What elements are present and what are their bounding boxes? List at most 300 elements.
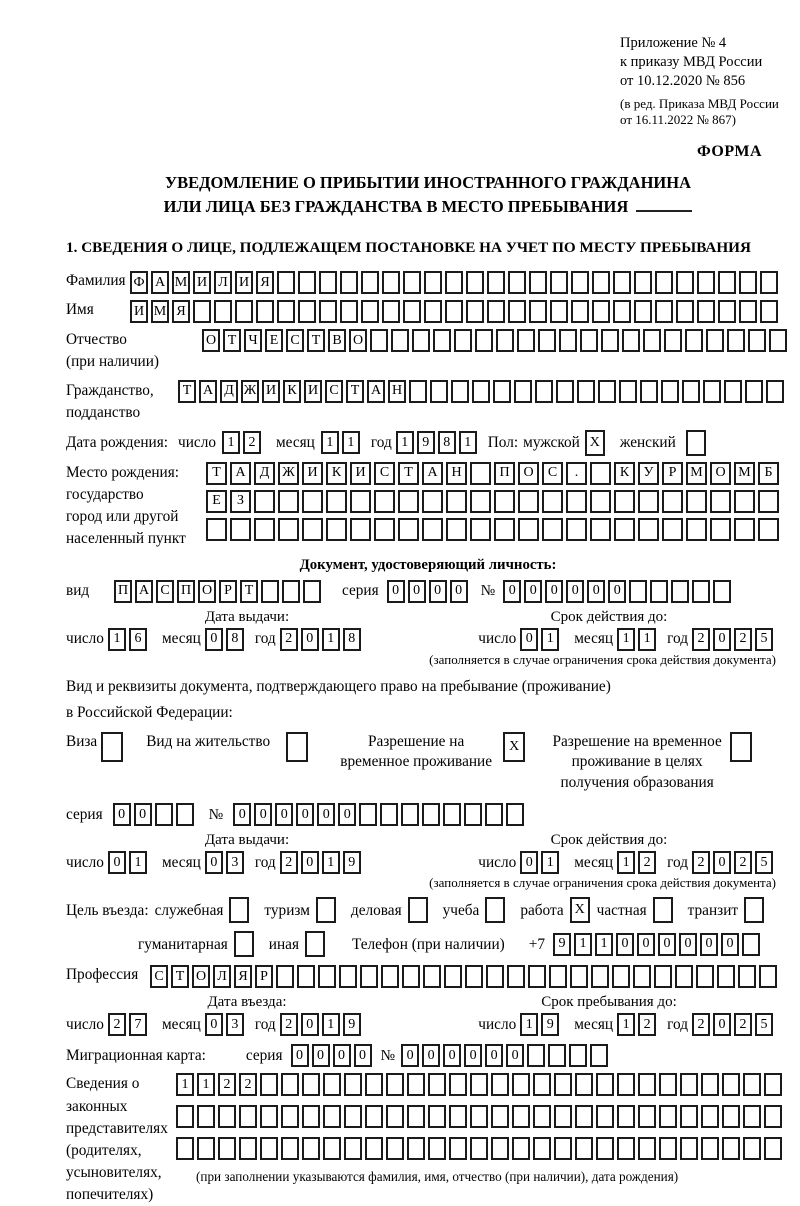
char-cell[interactable]: 0 bbox=[503, 580, 521, 603]
char-cell[interactable] bbox=[676, 300, 694, 323]
char-cell[interactable] bbox=[254, 518, 275, 541]
char-cell[interactable]: X bbox=[570, 897, 590, 923]
char-cell[interactable]: Т bbox=[171, 965, 189, 988]
char-cell[interactable]: 0 bbox=[700, 933, 718, 956]
char-cell[interactable] bbox=[654, 965, 672, 988]
char-cell[interactable] bbox=[591, 965, 609, 988]
char-cell[interactable]: 6 bbox=[129, 628, 147, 651]
identity-expiry-day-cells[interactable] bbox=[520, 628, 562, 651]
char-cell[interactable] bbox=[580, 329, 598, 352]
char-cell[interactable]: А bbox=[151, 271, 169, 294]
char-cell[interactable]: 0 bbox=[312, 1044, 330, 1067]
char-cell[interactable] bbox=[326, 490, 347, 513]
char-cell[interactable] bbox=[361, 300, 379, 323]
char-cell[interactable] bbox=[718, 300, 736, 323]
char-cell[interactable]: 7 bbox=[129, 1013, 147, 1036]
char-cell[interactable] bbox=[744, 897, 764, 923]
char-cell[interactable]: С bbox=[542, 462, 563, 485]
char-cell[interactable] bbox=[386, 1073, 404, 1096]
char-cell[interactable]: Т bbox=[307, 329, 325, 352]
char-cell[interactable] bbox=[487, 300, 505, 323]
residence-expiry-year-cells[interactable] bbox=[692, 851, 776, 874]
char-cell[interactable]: Ф bbox=[130, 271, 148, 294]
char-cell[interactable] bbox=[634, 271, 652, 294]
char-cell[interactable] bbox=[619, 380, 637, 403]
purpose-private-checkbox[interactable] bbox=[653, 897, 676, 923]
char-cell[interactable] bbox=[466, 271, 484, 294]
name-input-cells[interactable] bbox=[130, 300, 781, 323]
char-cell[interactable]: 5 bbox=[755, 1013, 773, 1036]
char-cell[interactable] bbox=[466, 300, 484, 323]
char-cell[interactable]: Т bbox=[206, 462, 227, 485]
char-cell[interactable]: Т bbox=[398, 462, 419, 485]
char-cell[interactable] bbox=[374, 490, 395, 513]
char-cell[interactable] bbox=[662, 518, 683, 541]
char-cell[interactable] bbox=[443, 803, 461, 826]
char-cell[interactable] bbox=[680, 1105, 698, 1128]
char-cell[interactable]: 0 bbox=[464, 1044, 482, 1067]
char-cell[interactable]: 1 bbox=[459, 431, 477, 454]
char-cell[interactable] bbox=[470, 518, 491, 541]
char-cell[interactable] bbox=[176, 803, 194, 826]
char-cell[interactable] bbox=[254, 490, 275, 513]
char-cell[interactable] bbox=[643, 329, 661, 352]
char-cell[interactable] bbox=[276, 965, 294, 988]
char-cell[interactable]: 2 bbox=[218, 1073, 236, 1096]
char-cell[interactable] bbox=[286, 732, 308, 762]
char-cell[interactable] bbox=[344, 1137, 362, 1160]
char-cell[interactable] bbox=[701, 1137, 719, 1160]
identity-issue-year-cells[interactable] bbox=[280, 628, 364, 651]
char-cell[interactable] bbox=[638, 1073, 656, 1096]
char-cell[interactable]: О bbox=[518, 462, 539, 485]
char-cell[interactable] bbox=[566, 490, 587, 513]
char-cell[interactable]: 0 bbox=[205, 628, 223, 651]
char-cell[interactable]: 2 bbox=[692, 1013, 710, 1036]
char-cell[interactable]: 0 bbox=[443, 1044, 461, 1067]
residence-issue-day-cells[interactable] bbox=[108, 851, 150, 874]
char-cell[interactable] bbox=[758, 490, 779, 513]
char-cell[interactable] bbox=[305, 931, 325, 957]
char-cell[interactable] bbox=[302, 1105, 320, 1128]
char-cell[interactable] bbox=[218, 1105, 236, 1128]
char-cell[interactable]: М bbox=[172, 271, 190, 294]
char-cell[interactable] bbox=[742, 933, 760, 956]
char-cell[interactable] bbox=[601, 329, 619, 352]
char-cell[interactable] bbox=[298, 271, 316, 294]
char-cell[interactable]: Е bbox=[206, 490, 227, 513]
char-cell[interactable] bbox=[277, 300, 295, 323]
char-cell[interactable] bbox=[743, 1137, 761, 1160]
char-cell[interactable]: 0 bbox=[408, 580, 426, 603]
char-cell[interactable]: 1 bbox=[617, 851, 635, 874]
char-cell[interactable] bbox=[430, 380, 448, 403]
char-cell[interactable] bbox=[398, 490, 419, 513]
char-cell[interactable] bbox=[638, 490, 659, 513]
char-cell[interactable] bbox=[218, 1137, 236, 1160]
char-cell[interactable] bbox=[575, 1137, 593, 1160]
char-cell[interactable]: 1 bbox=[321, 431, 339, 454]
char-cell[interactable]: 0 bbox=[113, 803, 131, 826]
char-cell[interactable] bbox=[374, 518, 395, 541]
char-cell[interactable] bbox=[323, 1105, 341, 1128]
residence-number-cells[interactable] bbox=[233, 803, 527, 826]
char-cell[interactable] bbox=[446, 490, 467, 513]
char-cell[interactable] bbox=[487, 271, 505, 294]
residence-issue-year-cells[interactable] bbox=[280, 851, 364, 874]
char-cell[interactable] bbox=[281, 1105, 299, 1128]
char-cell[interactable] bbox=[566, 518, 587, 541]
char-cell[interactable] bbox=[470, 490, 491, 513]
char-cell[interactable] bbox=[508, 300, 526, 323]
char-cell[interactable] bbox=[590, 462, 611, 485]
identity-series-cells[interactable] bbox=[387, 580, 471, 603]
sex-female-checkbox[interactable] bbox=[686, 430, 709, 456]
char-cell[interactable] bbox=[629, 580, 647, 603]
char-cell[interactable] bbox=[197, 1105, 215, 1128]
char-cell[interactable]: 5 bbox=[755, 628, 773, 651]
char-cell[interactable]: 2 bbox=[243, 431, 261, 454]
char-cell[interactable] bbox=[239, 1105, 257, 1128]
char-cell[interactable]: П bbox=[177, 580, 195, 603]
char-cell[interactable] bbox=[470, 1137, 488, 1160]
char-cell[interactable]: Е bbox=[265, 329, 283, 352]
visa-checkbox[interactable] bbox=[101, 732, 126, 762]
char-cell[interactable] bbox=[614, 518, 635, 541]
char-cell[interactable] bbox=[592, 271, 610, 294]
char-cell[interactable] bbox=[365, 1105, 383, 1128]
char-cell[interactable]: У bbox=[638, 462, 659, 485]
char-cell[interactable]: Н bbox=[446, 462, 467, 485]
residence-series-cells[interactable] bbox=[113, 803, 197, 826]
char-cell[interactable] bbox=[533, 1073, 551, 1096]
char-cell[interactable] bbox=[407, 1137, 425, 1160]
char-cell[interactable] bbox=[506, 803, 524, 826]
char-cell[interactable] bbox=[424, 271, 442, 294]
char-cell[interactable] bbox=[380, 803, 398, 826]
char-cell[interactable]: 1 bbox=[617, 628, 635, 651]
migration-series-cells[interactable] bbox=[291, 1044, 375, 1067]
char-cell[interactable] bbox=[598, 380, 616, 403]
char-cell[interactable] bbox=[542, 490, 563, 513]
char-cell[interactable]: Т bbox=[346, 380, 364, 403]
char-cell[interactable]: А bbox=[135, 580, 153, 603]
char-cell[interactable]: 1 bbox=[222, 431, 240, 454]
char-cell[interactable]: 8 bbox=[226, 628, 244, 651]
char-cell[interactable] bbox=[638, 1105, 656, 1128]
char-cell[interactable] bbox=[548, 1044, 566, 1067]
char-cell[interactable] bbox=[686, 490, 707, 513]
char-cell[interactable] bbox=[554, 1137, 572, 1160]
char-cell[interactable]: Л bbox=[213, 965, 231, 988]
char-cell[interactable] bbox=[550, 300, 568, 323]
char-cell[interactable] bbox=[449, 1137, 467, 1160]
char-cell[interactable] bbox=[323, 1137, 341, 1160]
char-cell[interactable]: И bbox=[235, 271, 253, 294]
char-cell[interactable]: 0 bbox=[205, 851, 223, 874]
char-cell[interactable]: 0 bbox=[254, 803, 272, 826]
entry-day-cells[interactable] bbox=[108, 1013, 150, 1036]
char-cell[interactable]: 0 bbox=[233, 803, 251, 826]
char-cell[interactable]: 0 bbox=[338, 803, 356, 826]
temp-residence-checkbox[interactable] bbox=[503, 732, 528, 762]
char-cell[interactable] bbox=[596, 1137, 614, 1160]
char-cell[interactable] bbox=[738, 965, 756, 988]
identity-expiry-month-cells[interactable] bbox=[617, 628, 659, 651]
char-cell[interactable] bbox=[407, 1105, 425, 1128]
char-cell[interactable]: 0 bbox=[520, 851, 538, 874]
char-cell[interactable]: Р bbox=[219, 580, 237, 603]
char-cell[interactable] bbox=[722, 1073, 740, 1096]
char-cell[interactable] bbox=[550, 271, 568, 294]
char-cell[interactable]: Т bbox=[223, 329, 241, 352]
char-cell[interactable]: О bbox=[202, 329, 220, 352]
char-cell[interactable] bbox=[680, 1137, 698, 1160]
char-cell[interactable]: И bbox=[262, 380, 280, 403]
char-cell[interactable] bbox=[339, 965, 357, 988]
char-cell[interactable] bbox=[655, 271, 673, 294]
char-cell[interactable] bbox=[596, 1073, 614, 1096]
char-cell[interactable] bbox=[633, 965, 651, 988]
char-cell[interactable] bbox=[494, 490, 515, 513]
char-cell[interactable] bbox=[365, 1137, 383, 1160]
char-cell[interactable]: 0 bbox=[545, 580, 563, 603]
char-cell[interactable] bbox=[676, 271, 694, 294]
char-cell[interactable]: 0 bbox=[658, 933, 676, 956]
char-cell[interactable] bbox=[401, 803, 419, 826]
surname-input-cells[interactable] bbox=[130, 271, 781, 294]
char-cell[interactable] bbox=[303, 580, 321, 603]
birth-place-row1-cells[interactable] bbox=[206, 462, 782, 485]
char-cell[interactable] bbox=[359, 803, 377, 826]
char-cell[interactable] bbox=[518, 490, 539, 513]
char-cell[interactable] bbox=[470, 462, 491, 485]
char-cell[interactable] bbox=[302, 1137, 320, 1160]
char-cell[interactable] bbox=[638, 1137, 656, 1160]
char-cell[interactable] bbox=[398, 518, 419, 541]
char-cell[interactable] bbox=[730, 732, 752, 762]
identity-expiry-year-cells[interactable] bbox=[692, 628, 776, 651]
char-cell[interactable]: 0 bbox=[422, 1044, 440, 1067]
char-cell[interactable]: И bbox=[302, 462, 323, 485]
char-cell[interactable]: А bbox=[422, 462, 443, 485]
char-cell[interactable] bbox=[529, 300, 547, 323]
char-cell[interactable] bbox=[655, 300, 673, 323]
char-cell[interactable] bbox=[454, 329, 472, 352]
char-cell[interactable] bbox=[590, 490, 611, 513]
char-cell[interactable]: И bbox=[304, 380, 322, 403]
char-cell[interactable] bbox=[596, 1105, 614, 1128]
char-cell[interactable]: 2 bbox=[734, 1013, 752, 1036]
char-cell[interactable]: 1 bbox=[541, 628, 559, 651]
char-cell[interactable] bbox=[235, 300, 253, 323]
char-cell[interactable] bbox=[680, 1073, 698, 1096]
char-cell[interactable]: 0 bbox=[301, 628, 319, 651]
char-cell[interactable] bbox=[260, 1073, 278, 1096]
char-cell[interactable] bbox=[640, 380, 658, 403]
char-cell[interactable]: 8 bbox=[438, 431, 456, 454]
char-cell[interactable]: 0 bbox=[721, 933, 739, 956]
char-cell[interactable]: О bbox=[349, 329, 367, 352]
char-cell[interactable] bbox=[571, 300, 589, 323]
char-cell[interactable] bbox=[386, 1105, 404, 1128]
char-cell[interactable] bbox=[760, 271, 778, 294]
stay-year-cells[interactable] bbox=[692, 1013, 776, 1036]
char-cell[interactable] bbox=[617, 1137, 635, 1160]
char-cell[interactable]: М bbox=[734, 462, 755, 485]
char-cell[interactable] bbox=[260, 1105, 278, 1128]
char-cell[interactable] bbox=[475, 329, 493, 352]
char-cell[interactable]: 0 bbox=[354, 1044, 372, 1067]
char-cell[interactable] bbox=[575, 1105, 593, 1128]
char-cell[interactable] bbox=[508, 271, 526, 294]
char-cell[interactable]: П bbox=[114, 580, 132, 603]
char-cell[interactable] bbox=[340, 300, 358, 323]
char-cell[interactable] bbox=[549, 965, 567, 988]
char-cell[interactable] bbox=[422, 518, 443, 541]
char-cell[interactable]: 0 bbox=[506, 1044, 524, 1067]
char-cell[interactable] bbox=[424, 300, 442, 323]
purpose-work-checkbox[interactable] bbox=[570, 897, 593, 923]
char-cell[interactable] bbox=[428, 1137, 446, 1160]
char-cell[interactable] bbox=[528, 965, 546, 988]
char-cell[interactable] bbox=[256, 300, 274, 323]
char-cell[interactable] bbox=[281, 1073, 299, 1096]
char-cell[interactable] bbox=[617, 1073, 635, 1096]
char-cell[interactable]: В bbox=[328, 329, 346, 352]
char-cell[interactable]: С bbox=[374, 462, 395, 485]
char-cell[interactable]: 0 bbox=[134, 803, 152, 826]
legal-row3-cells[interactable] bbox=[176, 1137, 785, 1160]
profession-cells[interactable] bbox=[150, 965, 780, 988]
char-cell[interactable] bbox=[445, 300, 463, 323]
char-cell[interactable] bbox=[653, 897, 673, 923]
migration-number-cells[interactable] bbox=[401, 1044, 611, 1067]
char-cell[interactable]: М bbox=[151, 300, 169, 323]
char-cell[interactable]: О bbox=[710, 462, 731, 485]
char-cell[interactable]: Я bbox=[256, 271, 274, 294]
char-cell[interactable] bbox=[559, 329, 577, 352]
identity-number-cells[interactable] bbox=[503, 580, 734, 603]
char-cell[interactable] bbox=[514, 380, 532, 403]
char-cell[interactable] bbox=[382, 300, 400, 323]
char-cell[interactable] bbox=[496, 329, 514, 352]
char-cell[interactable]: 2 bbox=[108, 1013, 126, 1036]
char-cell[interactable] bbox=[710, 490, 731, 513]
char-cell[interactable] bbox=[682, 380, 700, 403]
char-cell[interactable] bbox=[764, 1137, 782, 1160]
patronymic-input-cells[interactable] bbox=[202, 329, 790, 352]
char-cell[interactable] bbox=[403, 271, 421, 294]
char-cell[interactable] bbox=[703, 380, 721, 403]
entry-month-cells[interactable] bbox=[205, 1013, 247, 1036]
char-cell[interactable]: 9 bbox=[541, 1013, 559, 1036]
char-cell[interactable]: 9 bbox=[553, 933, 571, 956]
char-cell[interactable]: 1 bbox=[322, 1013, 340, 1036]
char-cell[interactable] bbox=[571, 271, 589, 294]
char-cell[interactable] bbox=[230, 518, 251, 541]
char-cell[interactable] bbox=[706, 329, 724, 352]
char-cell[interactable] bbox=[260, 1137, 278, 1160]
char-cell[interactable] bbox=[277, 271, 295, 294]
char-cell[interactable] bbox=[470, 1105, 488, 1128]
char-cell[interactable] bbox=[722, 1137, 740, 1160]
char-cell[interactable] bbox=[470, 1073, 488, 1096]
char-cell[interactable]: 1 bbox=[129, 851, 147, 874]
char-cell[interactable] bbox=[701, 1073, 719, 1096]
char-cell[interactable]: 0 bbox=[317, 803, 335, 826]
citizenship-input-cells[interactable] bbox=[178, 380, 787, 403]
char-cell[interactable]: 0 bbox=[713, 1013, 731, 1036]
char-cell[interactable]: 2 bbox=[280, 1013, 298, 1036]
char-cell[interactable]: . bbox=[566, 462, 587, 485]
char-cell[interactable] bbox=[370, 329, 388, 352]
char-cell[interactable] bbox=[662, 490, 683, 513]
char-cell[interactable] bbox=[239, 1137, 257, 1160]
char-cell[interactable] bbox=[423, 965, 441, 988]
identity-issue-month-cells[interactable] bbox=[205, 628, 247, 651]
char-cell[interactable] bbox=[465, 965, 483, 988]
char-cell[interactable]: Л bbox=[214, 271, 232, 294]
birth-place-row3-cells[interactable] bbox=[206, 518, 782, 541]
char-cell[interactable] bbox=[494, 518, 515, 541]
char-cell[interactable] bbox=[696, 965, 714, 988]
char-cell[interactable] bbox=[701, 1105, 719, 1128]
char-cell[interactable] bbox=[472, 380, 490, 403]
char-cell[interactable] bbox=[422, 490, 443, 513]
char-cell[interactable] bbox=[758, 518, 779, 541]
char-cell[interactable]: 0 bbox=[301, 1013, 319, 1036]
char-cell[interactable] bbox=[533, 1137, 551, 1160]
char-cell[interactable]: О bbox=[198, 580, 216, 603]
char-cell[interactable]: Т bbox=[178, 380, 196, 403]
char-cell[interactable] bbox=[365, 1073, 383, 1096]
char-cell[interactable]: 0 bbox=[587, 580, 605, 603]
stay-day-cells[interactable] bbox=[520, 1013, 562, 1036]
char-cell[interactable] bbox=[206, 518, 227, 541]
char-cell[interactable] bbox=[214, 300, 232, 323]
char-cell[interactable]: 0 bbox=[205, 1013, 223, 1036]
char-cell[interactable] bbox=[527, 1044, 545, 1067]
char-cell[interactable] bbox=[446, 518, 467, 541]
char-cell[interactable]: 0 bbox=[401, 1044, 419, 1067]
char-cell[interactable]: 5 bbox=[755, 851, 773, 874]
char-cell[interactable]: 1 bbox=[322, 851, 340, 874]
char-cell[interactable]: 1 bbox=[574, 933, 592, 956]
char-cell[interactable] bbox=[659, 1105, 677, 1128]
char-cell[interactable] bbox=[302, 518, 323, 541]
char-cell[interactable]: 3 bbox=[226, 851, 244, 874]
char-cell[interactable] bbox=[444, 965, 462, 988]
char-cell[interactable]: 1 bbox=[108, 628, 126, 651]
purpose-official-checkbox[interactable] bbox=[229, 897, 252, 923]
char-cell[interactable]: 0 bbox=[333, 1044, 351, 1067]
char-cell[interactable] bbox=[449, 1073, 467, 1096]
char-cell[interactable] bbox=[634, 300, 652, 323]
char-cell[interactable]: Ч bbox=[244, 329, 262, 352]
char-cell[interactable] bbox=[485, 803, 503, 826]
char-cell[interactable] bbox=[302, 490, 323, 513]
char-cell[interactable]: 8 bbox=[343, 628, 361, 651]
char-cell[interactable] bbox=[734, 518, 755, 541]
char-cell[interactable] bbox=[739, 300, 757, 323]
char-cell[interactable] bbox=[739, 271, 757, 294]
identity-kind-cells[interactable] bbox=[114, 580, 324, 603]
char-cell[interactable] bbox=[326, 518, 347, 541]
char-cell[interactable]: 0 bbox=[713, 628, 731, 651]
char-cell[interactable]: X bbox=[503, 732, 525, 762]
char-cell[interactable]: 2 bbox=[280, 628, 298, 651]
